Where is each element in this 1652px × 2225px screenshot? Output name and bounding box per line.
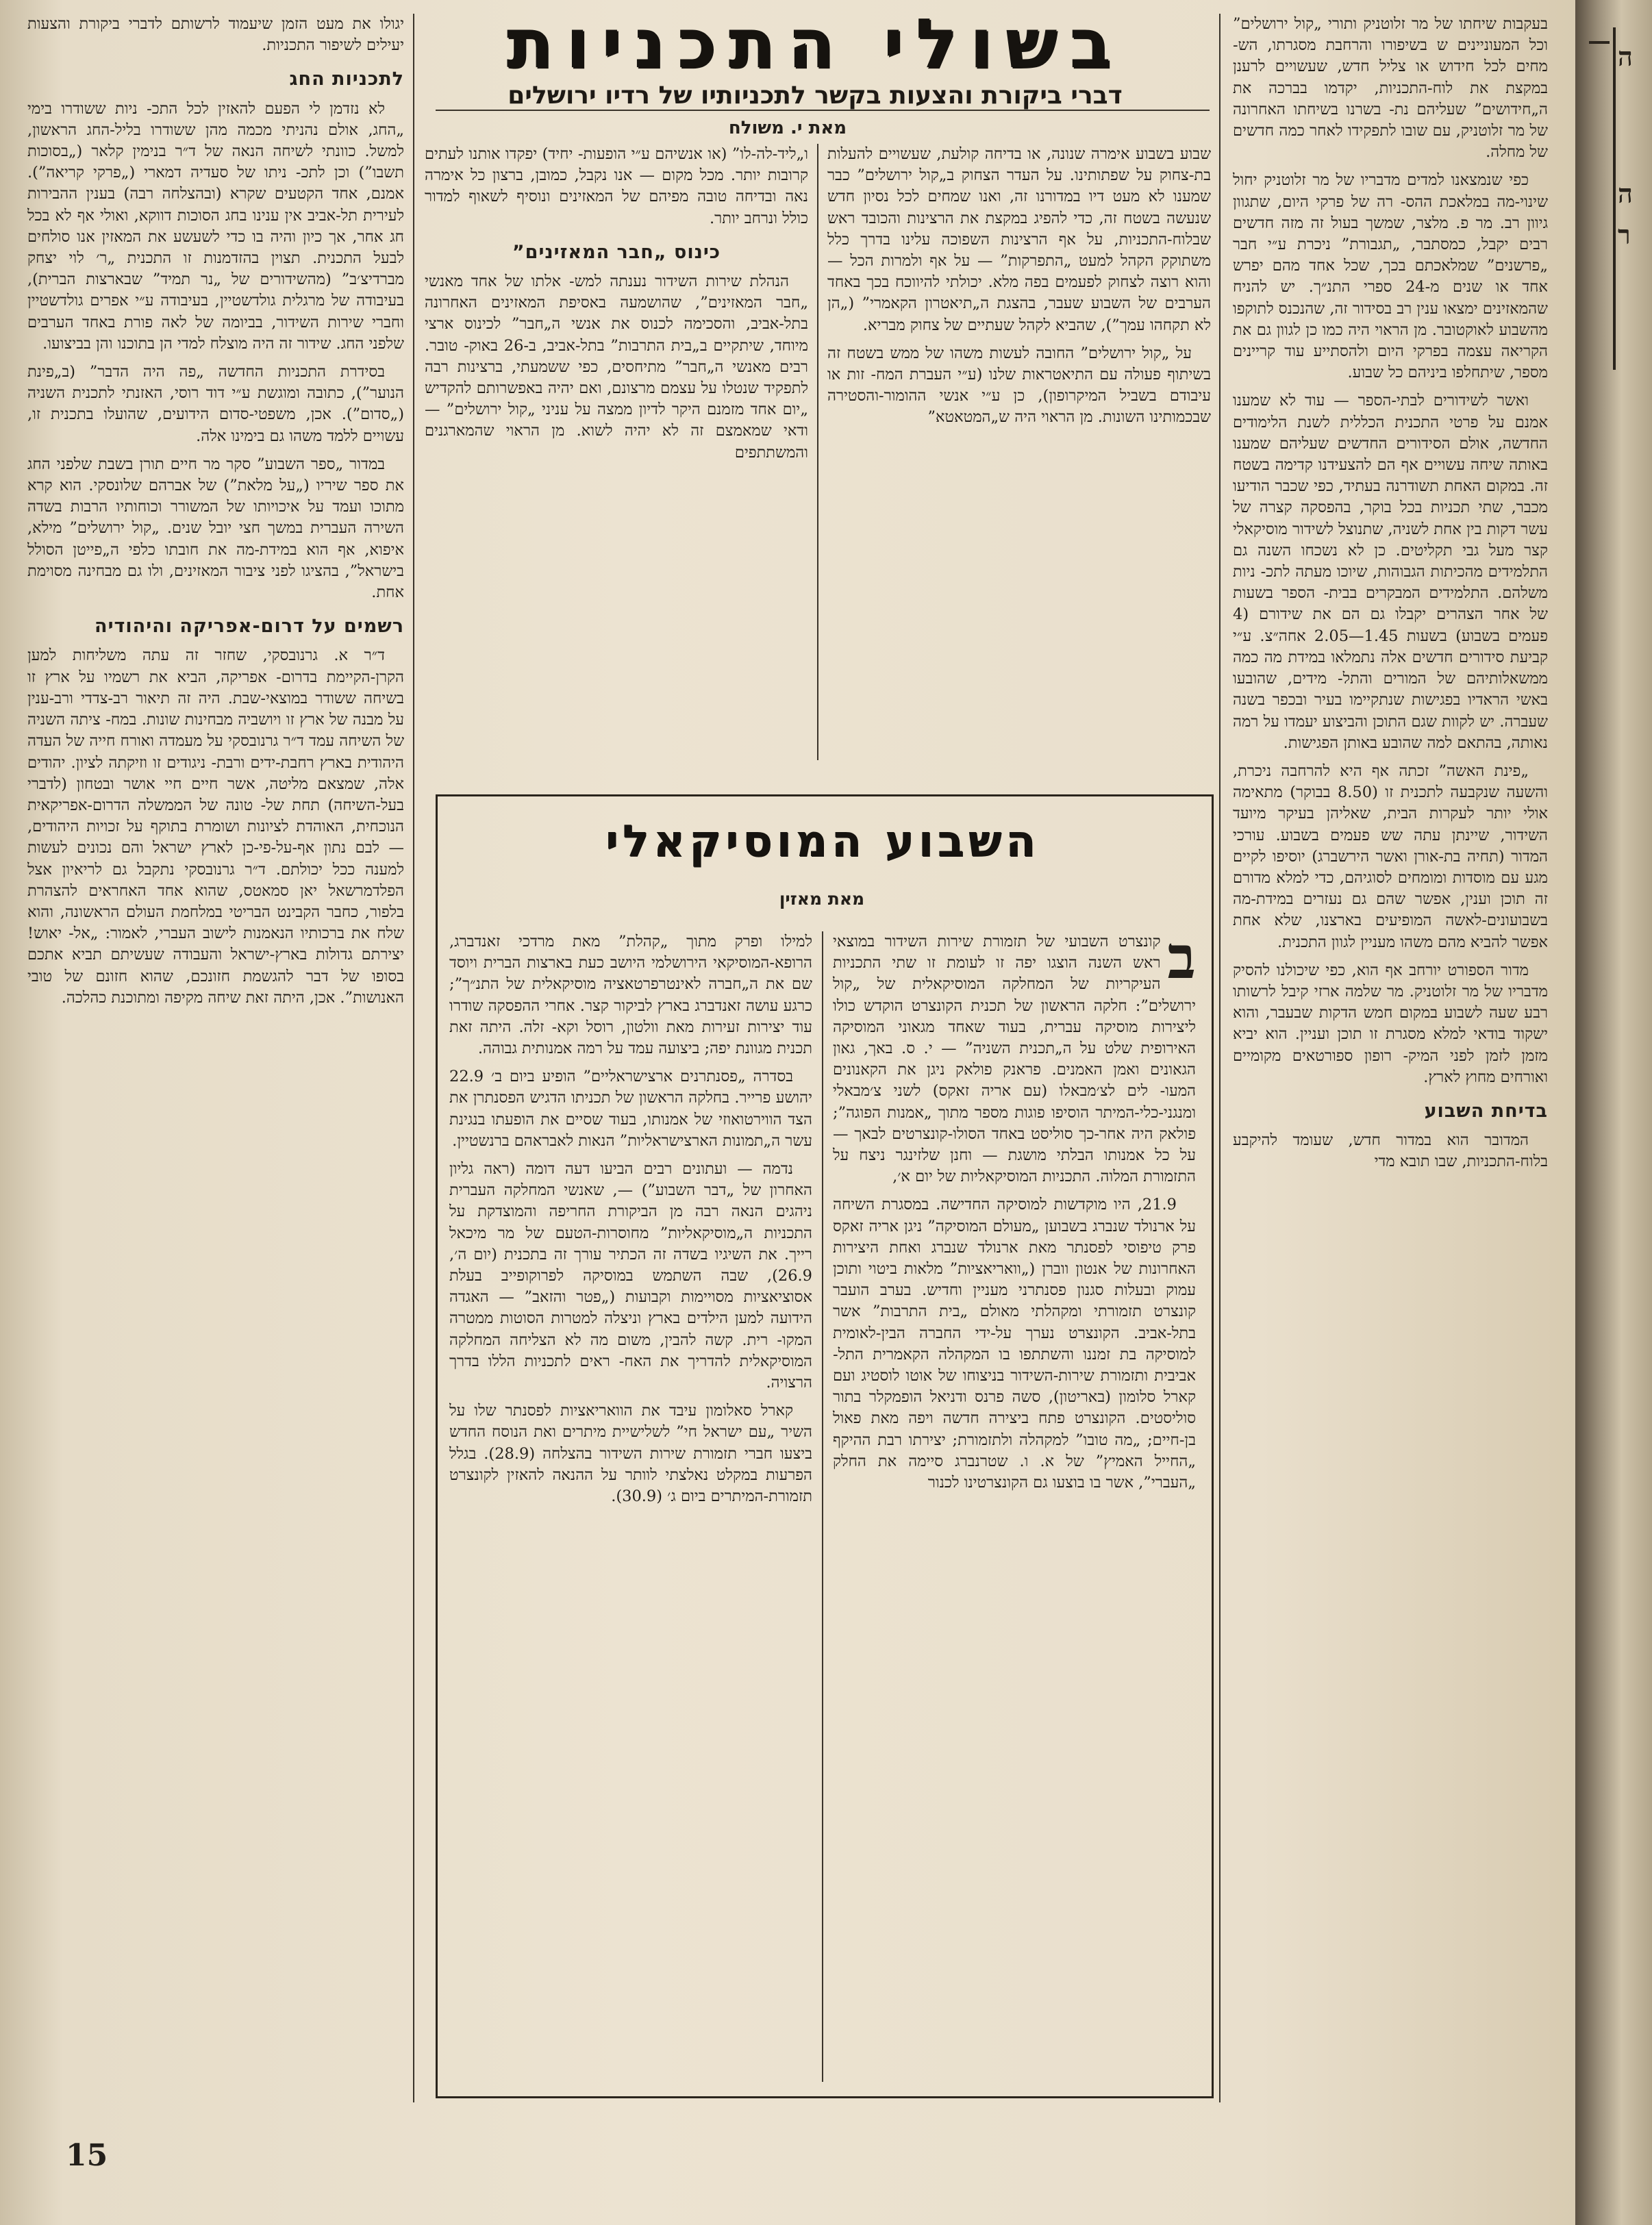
edge-rule xyxy=(1613,27,1616,370)
box-column-rule xyxy=(822,931,823,2082)
page-number: 15 xyxy=(66,2138,108,2173)
paragraph: המדובר הוא במדור חדש, שעומד להיקבע בלוח-התכניות, שבו תובא מדי xyxy=(1233,1131,1548,1171)
paragraph: שבוע בשבוע אימרה שנונה, או בדיחה קולעת, שעשויים להעלות בת-צחוק על שפתותינו. על העדר הצחוק ב„קול ירושלים” כבר שמענו לא מעט דיו במדורנו זה, ואנו שמחים לכל נסיון חדש שנעשה בשטח זה, כדי להפיג במקצת את הרצינות והכובד ראש שבלוח-התכניות, על אף הרצינות השפוכה עלינו בדרך כלל משתוקק הקהל למעט „התפרקות” — על אף ולמרות הכל — והוא רוצה לצחוק לפעמים בפה מלא. יכולתי להיווכח בכך באחד הערבים של השבוע שעבר, בהצגת ה„תיאטרון הקאמרי” („הן לא תקחהו עמך”), שהביא לקהל שעתיים של צחוק מבריא. xyxy=(827,145,1211,334)
article-title: בשולי התכניות xyxy=(506,3,1124,84)
paragraph: „פינת האשה” זכתה אף היא להרחבה ניכרת, והשעה שנקבעה לתכנית זו (8.50 בבוקר) מתאימה אולי יותר לעקרות הבית, שאליהן בעיקר מיועד השידור, שיינתן עתה שש פעמים בשבוע. עורכי המדור (תחיה בת-אורן ואשר הירשברג) יוסיפו לקיים מגע עם מוסדות ומומחים לסוגיהם, כדי למלא מדורם זה תוכן וענין, אפשר שהם גם נעזרים במידת-מה בשבועונים-לאשה המופיעים בארצנו, שלא אחת אפשר להביא מהם משהו מעניין לגוון התכנית. xyxy=(1233,762,1548,951)
paragraph: 21.9, היו מוקדשות למוסיקה החדישה. במסגרת השיחה על ארנולד שנברג בשבוען „מעולם המוסיקה” ניגן אריה זאקס פרק טיפוסי לפסנתר מאת ארנולד שנברג ואחת היצירות האחרונות של אנטון ווברן („וואריאציות” מלאות ביטוי ותוכן עמוק ובעלות סגנון פסנתרני מעניין וחדיש. בערב הועבר קונצרט תזמורתי ומקהלתי מאולם „בית התרבות” אשר בתל-אביב. הקונצרט נערך על-ידי החברה הבין-לאומית למוסיקה בת זמננו והשתתפו בו המקהלה הקאמרית התל- אביבית ותזמורת שירות-השידור בניצוחו של אוטו לוסטיג ועם קארל סלומון (באריטון), סשה פרנס ודניאל הופמקלר בתור סוליסטים. הקונצרט פתח ביצירה חדשה ויפה מאת פאול בן-חיים; „מה טובו” למקהלה ולתזמורת; יצירתו רבת ההיקף „החייל האמיץ” של א. ו. שטרנברג סיימה את החלק „העברי”, אשר בו בוצעו גם הקונצרטינו לכנור xyxy=(833,1196,1196,1492)
paragraph: ד״ר א. גרנובסקי, שחזר זה עתה משליחות למען הקרן-הקיימת בדרום- אפריקה, הביא את רשמיו על ארץ זו בשיחה ששודר במוצאי-שבת. היה זה תיאור רב-צדדי ורב-ענין על מבנה של ארץ זו ויושביה מבחינות שונות. במח- ציתה השניה של השיחה עמד ד״ר גרנובסקי על מעמדה ואורח חייה של העדה היהודית בארץ רחבת-ידים ורבת- ניגודים זו וזיקתה לציון. יהודים אלה, שמצאם מליטה, אשר חיים חיי אושר ובטחון (לדברי בעל-השיחה) תחת של- טונה של הממשלה הדרום-אפריקאית הנוכחית, האוהדת לציונות ושומרת בתוקף על זכויות היהודים, — לבם נתון אף-על-פי-כן לארץ ישראל והם נכונים לעשות למענה ככל יכולתם. ד״ר גרנובסקי נתקבל גם לריאיון אצל הפלדמרשאל יאן סמאטס, שהוא אחד האחראים להצהרת בלפור, כחבר הקבינט הבריטי במלחמת העולם הראשונה, והוא שלח את ברכותיו הנאמנות לישוב העברי, לאמור: „אל- יאוש! יצירתם גדולות בארץ-ישראל והעבודה שעשיתם תביא אתכם בסופו של דבר להגשמת חזונכם, שהוא חזונם של טובי האנושות”. אכן, היתה זאת שיחה מקיפה ומתוכנת כהלכה. xyxy=(27,646,404,1007)
section-heading: רשמים על דרום-אפריקה והיהודיה xyxy=(95,616,404,638)
paragraph: בעקבות שיחתו של מר זלוטניק ותורי „קול ירושלים” וכל המעוניינים ש בשיפורו והרחבת מסגרתו, הש- מחים לכל חידוש או צליל חדש, שעשויים לרענן במקצת את לוח-התכניות, יקדמו בברכה את ה„חידושים” שעליהם נת- בשרנו בשיחתו האחרונה של מר זלוטניק, עם שובו לתפקידו לאחר כמה חדשים של מחלה. xyxy=(1233,15,1548,162)
music-box-column-right xyxy=(833,931,1196,2085)
paragraph: קארל סאלומון עיבד את הוואריאציות לפסנתר שלו על השיר „עם ישראל חי” לשלישיית מיתרים ואת הנוסח החדש ביצעו חברי תזמורת שירות השידור בהצלחה (28.9). בגלל הפרעות במקלט נאלצתי לוותר על ההנאה להאזין לקונצרט תזמורת-המיתרים ביום ג׳ (30.9). xyxy=(449,1402,812,1506)
section-heading: בדיחת השבוע xyxy=(1424,1100,1548,1122)
paragraph: כפי שנמצאנו למדים מדבריו של מר זלוטניק יחול שינוי-מה במלאכת ההס- רה של פרקי היום, שתגוון גיוון רב. מר פ. מלצר, שמשך בעול זה מזה חדשים רבים יקבל, כמסתבר, „תגבורת” ניכרת ע״י חבר „פרשנים” שמלאכתם בכך, שכל אחד מהם יפרש אחד או שנים מ-24 ספרי התנ״ך. יש להניח שהמאזינים ימצאו ענין רב בסידור זה, שהנכנס לתוקפו מהשבוע לאוקטובר. מן הראוי היה כמו כן לגוון גם את הקריאה עצמה בפרקי היום ולהסתייע עוד קריינים מספר, שיתחלפו ביניהם כל שבוע. xyxy=(1233,171,1548,382)
paragraph: לא נזדמן לי הפעם להאזין לכל התכ- ניות ששודרו בימי „החג, אולם נהניתי מכמה מהן ששודרו בליל-החג הראשון, למשל. כוונתי לשיחה הנאה של ד״ר בנימין קלאר („בסוכות תשבו”) וכן לתכ- ניתו של סעדיה דמארי („פרקי קריאה”). אמנם, אחד הקטעים שקרא (ובהצלחה רבה) בענין ההבירות לעירית תל-אביב אין ענינו בחג הסוכות דווקא, ואולי אף לא בכל חג אחר, אך כיון והיה בו כדי לשעשע את המאזין אנו סולחים לבעל התכנית. תצוין בהזדמנות זו התכנית „ר׳ לוי יצחק מברדיצ׳ב” (מהשידורים של „נר תמיד” שבארצות הברית), בעיבודה של מרגלית גולדשטיין, בעיבודה ע״י אפרים גולדשטיין וחברי שירות השידור, בביומה של לאה פורת באחד הערבים שלפני החג. שידור זה היה מוצלח למדי הן בתוכנו והן בביצועו. xyxy=(27,99,404,353)
paragraph: בסדרה „פסנתרנים ארצישראליים” הופיע ביום ב׳ 22.9 יהושע פרייר. בחלקה הראשון של תכניתו הדגיש הפסנתרן את הצד הווירטואוזי של אמנותו, בעוד שסיים את הופעתו בנגינת עשר ה„תמונות הארצישראליות” הנאות לאבראהם ברנשטיין. xyxy=(449,1068,812,1150)
edge-letter: ה xyxy=(1618,41,1633,72)
paragraph: ואשר לשידורים לבתי-הספר — עוד לא שמענו אמנם על פרטי התכנית הכללית לשנת הלימודים החדשה, אולם הסידורים החדשים שעליהם שמענו באותה שיחה עשויים אף הם להצעידנו קדימה בשטח זה. במקום האחת תשודרנה בעתיד, כפי שכבר הודיעו מכבר, שתי תכניות בכל בוקר, בהפסקה קצרה של עשר דקות בין אחת לשניה, שתנוצל לשידור מוסיקאלי קצר מעל גבי תקליטים. כן לא נשכחו השנה גם התלמידים מהכיתות הגבוהות, שיוכו מעתה לתכ- ניות משלהם. התלמידים המבקרים בבית- הספר בשעות של אחר הצהרים יקבלו גם הם את שידורם (4 פעמים בשבוע) בשעות 1.45—2.05 אחה״צ. ע״י קביעת סידורים חדשים אלה נתמלאו במידת מה כמה ממשאלותיהם של המורים והתל- מידים, שהובעו באשי הראדיו בפגישות שנתקיימו בעיר ובכפר בשנה שעברה. יש לקוות שגם התוכן והביצוע יעמדו על רמה נאותה, בהתאם למה שהובע באותן הפגישות. xyxy=(1233,392,1548,752)
column-rule xyxy=(413,14,414,2102)
music-box-byline: מאת מאזין xyxy=(779,889,865,909)
edge-letter: ה xyxy=(1618,178,1633,209)
drop-cap: ב xyxy=(1167,931,1196,992)
article-masthead xyxy=(438,5,1192,108)
edge-rule-short xyxy=(1589,41,1610,44)
section-heading: כינוס „חבר המאזינים” xyxy=(512,241,721,263)
paragraph: על „קול ירושלים” החובה לעשות משהו של ממש בשטח זה בשיתוף פעולה עם התיאטראות שלנו (ע״י העברת המח- זות או עיבודם בשביל המיקרופון), כן ע״י אנשי ההומור-והסטירה שבכמותינו השונות. מן הראוי היה ש„המטאטא” xyxy=(827,344,1211,427)
section-heading: לתכניות החג xyxy=(289,68,404,90)
paragraph: בסידרת התכניות החדשה „פה היה הדבר” (ב„פינת הנוער”), כתובה ומוגשת ע״י דוד רוסי, האזנתי לתכנית השניה („סדום”). אכן, משפטי-סדום הידועים, שהועלו בתכנית זו, עשויים ללמד משהו גם בימינו אלה. xyxy=(27,363,404,445)
adjacent-page-edge xyxy=(1575,0,1652,2225)
column-rule xyxy=(817,144,818,760)
paragraph: הנהלת שירות השידור נענתה למש- אלתו של אחד מאנשי „חבר המאזינים”, שהושמעה באסיפת המאזינים האחרונה בתל-אביב, והסכימה לכנוס את אנשי ה„חבר” לכינוס ארצי מיוחד, שיתקיים ב„בית התרבות” בתל-אביב, ב-26 באוק- טובר. רבים מאנשי ה„חבר” מתיחסים, כפי ששמעתי, ברצינות רבה לתפקיד שנטלו על עצמם מרצונם, ואם יהיה באפשרותם להקדיש „יום אחד מזמנם היקר לדיון ממצה על עניני „קול ירושלים” — ודאי שמאמצם זה לא יהיה לשוא. מן הראוי שהמארגנים והמשתתפים xyxy=(425,273,808,462)
music-box-title: השבוע המוסיקאלי xyxy=(605,816,1040,867)
edge-letter: ר xyxy=(1618,219,1631,250)
column-right xyxy=(1233,14,1548,2102)
column-left xyxy=(27,14,404,2102)
column-center-left xyxy=(425,144,808,774)
column-center-right xyxy=(827,144,1211,774)
paragraph: יגולו את מעט הזמן שיעמוד לרשותם לדברי ביקורת והצעות יעילים לשיפור התכניות. xyxy=(27,15,404,55)
paragraph: קונצרט השבועי של תזמורת שירות השידור במוצאי ראש השנה הוצגו יפה זו לעומת זו שתי התכניות העיקריות של המחלקה המוסיקאלית של „קול ירושלים”: חלקה הראשון של תכנית הקונצרט הוקדש כולו ליצירות מוסיקה עברית, בעוד שאחד מגאוני המוסיקה האירופית שלט על ה„תכנית השניה” — י. ס. באך, גאון הגאונים ואמן האמנים. פראנק פולאק ניגן את הקאנונים המעו- לים לצ׳מבאלו (עם אריה זאקס) לשני צ׳מבאלי ומנגני-כלי-המיתר הוסיפו פוגות מספר מתוך „אמנות הפוגה”; פולאק היה אחר-כך סוליסט באחד הסולו-קונצרטים לבאך — על כל אמנותו הבלתי מושגת — וחנן שלזינגר ניצח על התזמורת המלוה. התכניות המוסיקאליות של יום א׳, xyxy=(833,933,1196,1186)
paragraph: במדור „ספר השבוע” סקר מר חיים תורן בשבת שלפני החג את ספר שיריו („על מלאת”) של אברהם שלונסקי. הוא קרא מתוכו ועמד על איכויותו של המשורר וכוחותיו הרבות בשדה השירה העברית במשך חצי יובל שנים. „קול ירושלים” מילא, איפוא, אף הוא במידת-מה את חובתו כלפי ה„פייטן הסולל בישראל”, בהציגו לפני ציבור המאזינים, ולו גם מבחינה מסוימת אחת. xyxy=(27,455,404,602)
music-box-column-left xyxy=(449,931,812,2085)
paragraph: ו„ליד-לה-לו” (או אנשיהם ע״י הופעות- יחיד) יפקדו אותנו לעתים קרובות יותר. מכל מקום — אנו נקבל, כמובן, ברצון כל אימרה נאה ובדיחה טובה מפיהם של המאזינים ונוסיף לשאוף למדור כולל ונרחב יותר. xyxy=(425,145,808,227)
column-rule xyxy=(1219,14,1221,2102)
article-subtitle: דברי ביקורת והצעות בקשר לתכניותיו של רדיו ירושלים xyxy=(508,81,1123,110)
paragraph: מדור הספורט יורחב אף הוא, כפי שיכולנו להסיק מדבריו של מר זלוטניק. מר שלמה ארזי קיבל לרשותו רבע שעה לשבוע במקום חמש הדקות שבעבר, והוא ישקוד בודאי למלא מסגרת זו תוכן ועניין. הוא יביא מזמן לזמן לפני המיק- רופון ספורטאים מקומיים ואורחים מחוץ לארץ. xyxy=(1233,961,1548,1086)
paragraph: נדמה — ועתונים רבים הביעו דעה דומה (ראה גליון האחרון של „דבר השבוע”) —, שאנשי המחלקה העברית ניהגים הנאה רבה מן הביקורת החריפה והמוצדקת על התכניות ה„מוסיקאליות” מחוסרות-הטעם של מר מיכאל רייך. את השיגיו בשדה זה הכתיר עורך זה בתכנית (יום ה׳, 26.9), שבה השתמש במוסיקה לפרוקופייב בעלת אסוציאציות מסויימות וקבועות („פטר והזאב” — האגדה הידועה למען הילדים בארץ וניצלה למטרות הסוטות ממטרה המקו- רית. קשה להבין, משום מה לא הצליחה המחלקה המוסיקאלית להדריך את האח- ראים לתכניות הללו בדרך הרצויה. xyxy=(449,1160,812,1392)
article-byline: מאת י. משולח xyxy=(728,118,847,138)
paragraph: למילו ופרק מתוך „קהלת” מאת מרדכי זאנדברג, הרופא-המוסיקאי הירושלמי היושב כעת בארצות הברית ויוסד שם את ה„חברה לאינטרפרטאציה מוסיקאלית של התנ״ך”; כרגע עושה זאנדברג בארץ לביקור קצר. אחרי ההפסקה שודרו עוד יצירות זעירות מאת וולטון, רוסל וקא- זלה. היתה זאת תכנית מגוונת יפה; ביצועה עמד על רמה אמנותית גבוהה. xyxy=(449,933,812,1058)
title-underline xyxy=(436,110,1210,111)
